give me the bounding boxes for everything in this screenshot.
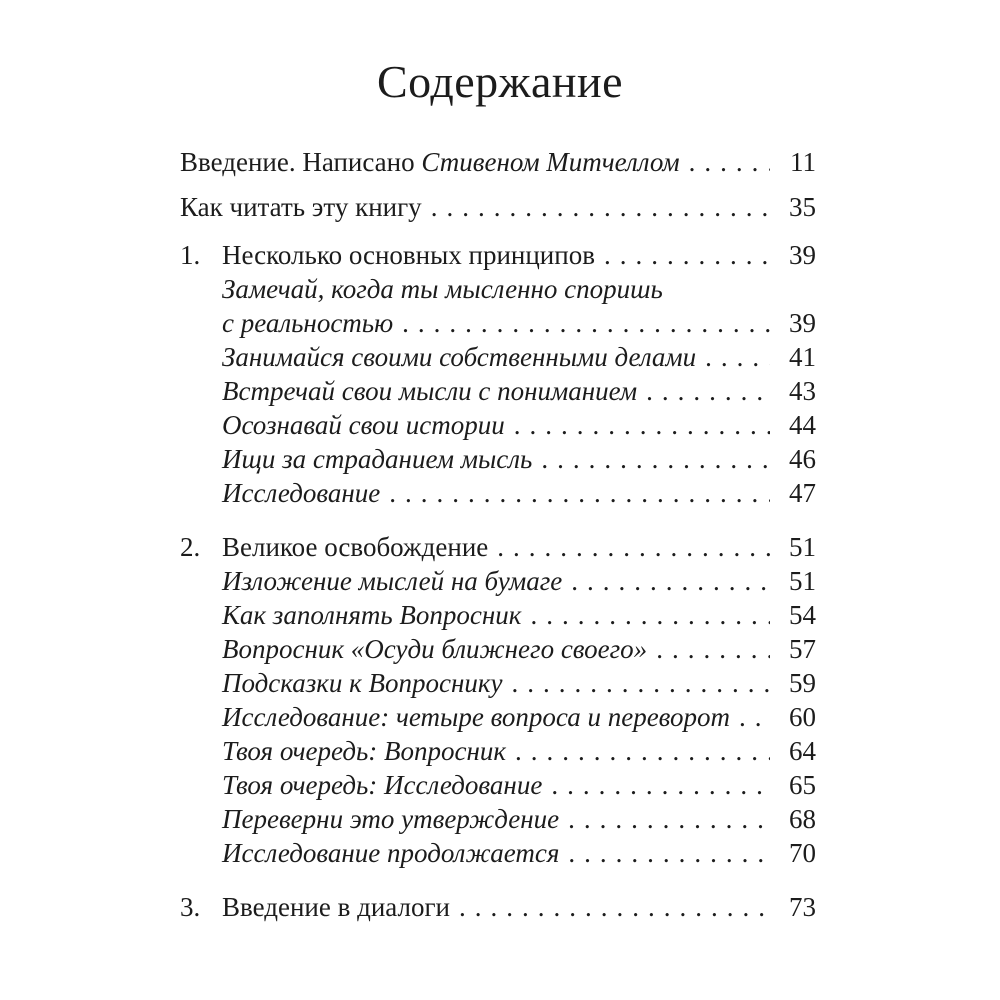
dot-leader bbox=[571, 564, 770, 598]
toc-entry bbox=[180, 890, 816, 924]
toc-entry-label: Твоя очередь: Вопросник bbox=[222, 736, 507, 766]
toc-page-number: 60 bbox=[789, 702, 816, 732]
toc-entry bbox=[180, 476, 816, 510]
toc-entry bbox=[180, 238, 816, 272]
toc-page-number: 73 bbox=[789, 892, 816, 922]
toc-page-number: 51 bbox=[789, 532, 816, 562]
toc-page-number: 11 bbox=[790, 147, 816, 177]
toc-entry bbox=[180, 666, 816, 700]
toc-entry bbox=[180, 374, 816, 408]
toc-list bbox=[180, 145, 816, 924]
toc-entry-label: Исследование продолжается bbox=[222, 838, 560, 868]
toc-page-number: 44 bbox=[789, 410, 816, 440]
dot-leader bbox=[515, 734, 770, 768]
toc-entry-label: Занимайся своими собственными делами bbox=[222, 342, 697, 372]
toc-entry bbox=[180, 306, 816, 340]
toc-entry-label: Несколько основных принципов bbox=[222, 240, 595, 270]
toc-entry-label: Ищи за страданием мысль bbox=[222, 444, 533, 474]
dot-leader bbox=[646, 374, 770, 408]
toc-entry bbox=[180, 632, 816, 666]
toc-entry-label: с реальностью bbox=[222, 308, 394, 338]
toc-page-number: 47 bbox=[789, 478, 816, 508]
toc-page-number: 51 bbox=[789, 566, 816, 596]
dot-leader bbox=[512, 666, 770, 700]
toc-page-number: 41 bbox=[789, 342, 816, 372]
toc-entry-label: Исследование bbox=[222, 478, 381, 508]
dot-leader bbox=[705, 340, 770, 374]
dot-leader bbox=[739, 700, 770, 734]
toc-entry bbox=[180, 734, 816, 768]
toc-page-number: 39 bbox=[789, 240, 816, 270]
page-title: Содержание bbox=[376, 56, 624, 107]
toc-entry-label: Изложение мыслей на бумаге bbox=[222, 566, 563, 596]
toc-entry bbox=[180, 272, 816, 306]
toc-entry-number: 2. bbox=[180, 532, 201, 562]
dot-leader bbox=[568, 802, 770, 836]
toc-page-number: 57 bbox=[789, 634, 816, 664]
toc-entry-label: Введение. Написано Стивеном Митчеллом bbox=[180, 147, 680, 177]
toc-entry bbox=[180, 408, 816, 442]
toc-entry-label: Встречай свои мысли с пониманием bbox=[222, 376, 638, 406]
dot-leader bbox=[431, 190, 770, 224]
dot-leader bbox=[568, 836, 770, 870]
toc-entry-label: Вопросник «Осуди ближнего своего» bbox=[222, 634, 648, 664]
toc-page-number: 64 bbox=[789, 736, 816, 766]
toc-entry-label: Введение в диалоги bbox=[222, 892, 450, 922]
toc-entry bbox=[180, 700, 816, 734]
toc-page-number: 43 bbox=[789, 376, 816, 406]
toc-entry-label: Исследование: четыре вопроса и переворот bbox=[222, 702, 731, 732]
toc-entry bbox=[180, 442, 816, 476]
toc-page-number: 59 bbox=[789, 668, 816, 698]
toc-entry-label: Переверни это утверждение bbox=[222, 804, 560, 834]
toc-entry-label: Как читать эту книгу bbox=[180, 192, 422, 222]
toc-entry-label: Великое освобождение bbox=[222, 532, 489, 562]
toc-entry bbox=[180, 836, 816, 870]
toc-page-number: 35 bbox=[789, 192, 816, 222]
toc-entry-label: Осознавай свои истории bbox=[222, 410, 505, 440]
dot-leader bbox=[389, 476, 770, 510]
toc-entry-number: 3. bbox=[180, 892, 201, 922]
toc-entry bbox=[180, 340, 816, 374]
toc-entry-label: Как заполнять Вопросник bbox=[222, 600, 522, 630]
toc-entry bbox=[180, 768, 816, 802]
dot-leader bbox=[459, 890, 770, 924]
dot-leader bbox=[530, 598, 770, 632]
toc-page-number: 39 bbox=[789, 308, 816, 338]
toc-page-number: 54 bbox=[789, 600, 816, 630]
dot-leader bbox=[689, 145, 770, 179]
toc-entry bbox=[180, 564, 816, 598]
toc-entry-label: Замечай, когда ты мысленно споришь bbox=[222, 274, 663, 304]
toc-page-number: 70 bbox=[789, 838, 816, 868]
dot-leader bbox=[656, 632, 770, 666]
dot-leader bbox=[604, 238, 770, 272]
toc-page-number: 65 bbox=[789, 770, 816, 800]
toc-entry-label: Подсказки к Вопроснику bbox=[222, 668, 503, 698]
toc-entry bbox=[180, 802, 816, 836]
toc-entry-number: 1. bbox=[180, 240, 201, 270]
toc-page-number: 46 bbox=[789, 444, 816, 474]
dot-leader bbox=[402, 306, 770, 340]
dot-leader bbox=[551, 768, 770, 802]
toc-entry bbox=[180, 530, 816, 564]
dot-leader bbox=[541, 442, 770, 476]
toc-entry bbox=[180, 190, 816, 224]
toc-entry-label: Твоя очередь: Исследование bbox=[222, 770, 543, 800]
toc-entry bbox=[180, 145, 816, 179]
dot-leader bbox=[514, 408, 770, 442]
dot-leader bbox=[497, 530, 770, 564]
toc-page-number: 68 bbox=[789, 804, 816, 834]
toc-entry bbox=[180, 598, 816, 632]
